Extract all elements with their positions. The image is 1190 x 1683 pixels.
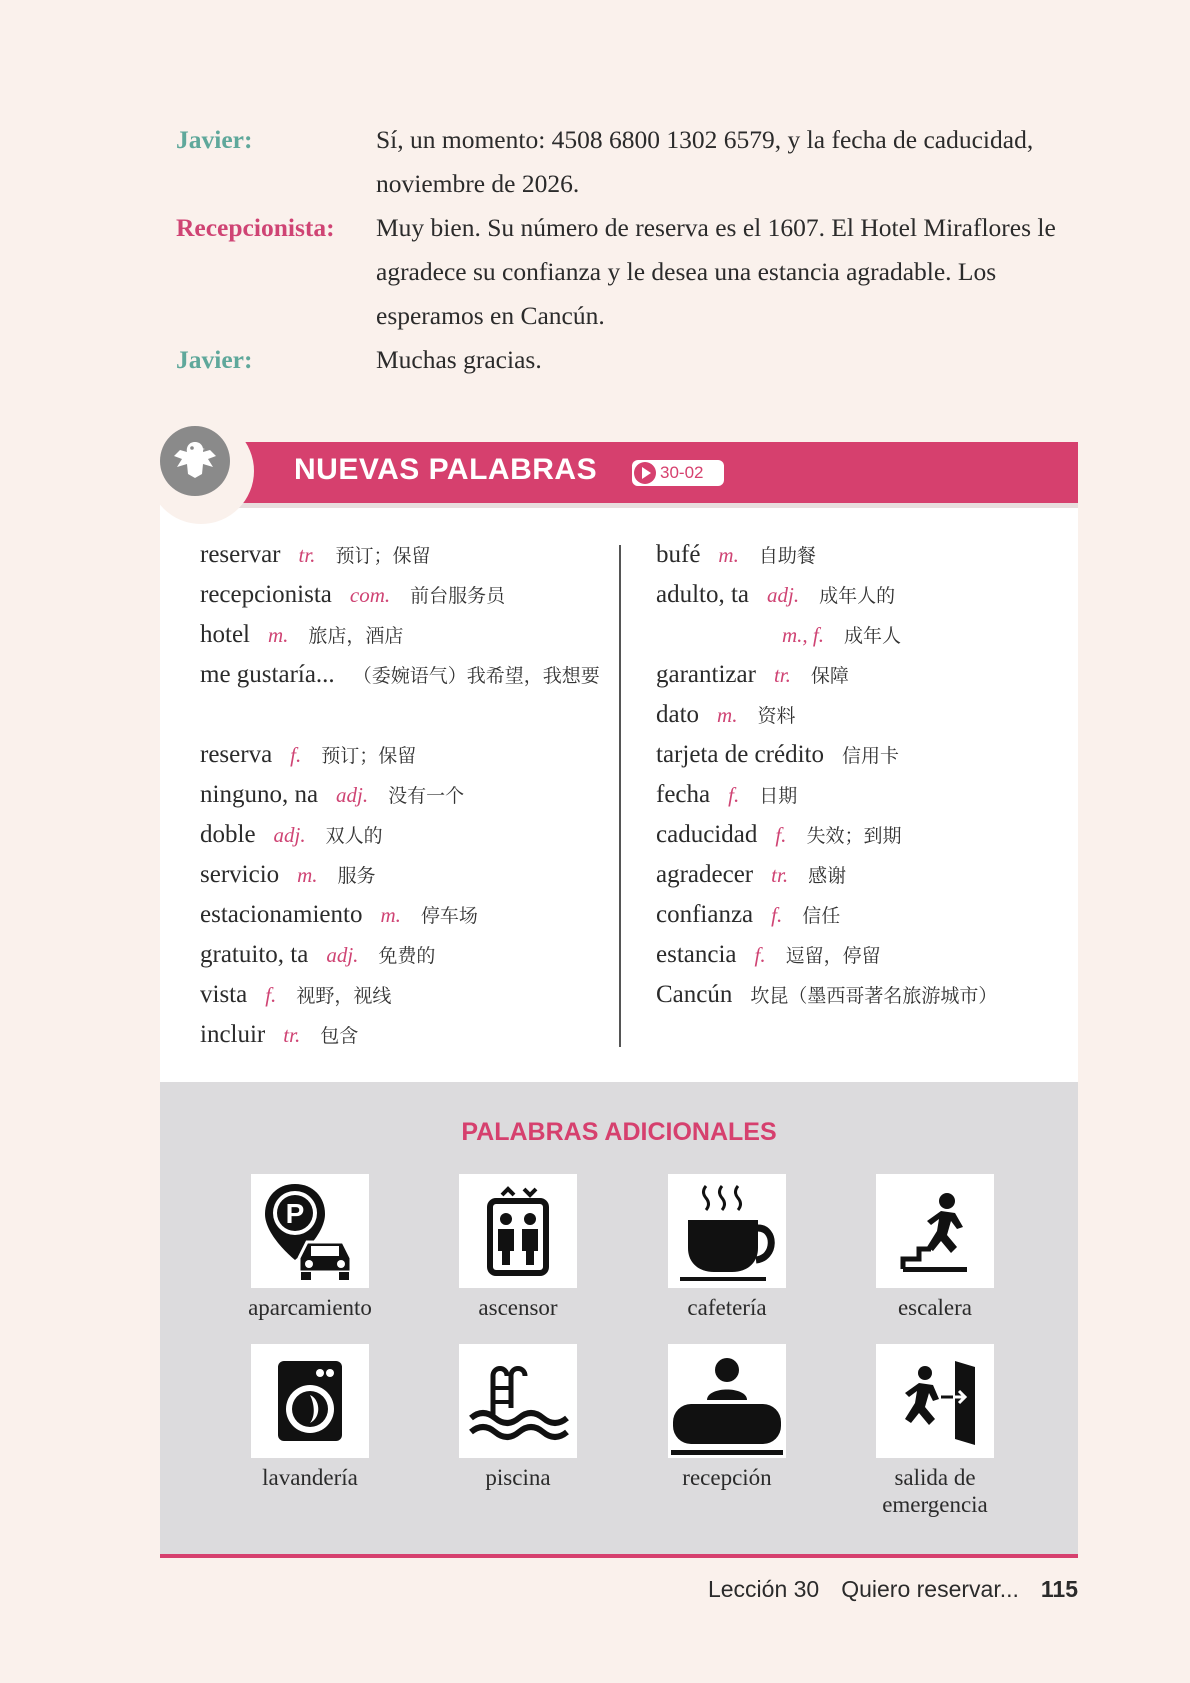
vocab-pos: m. [380, 903, 401, 927]
vocab-meaning: 包含 [320, 1025, 359, 1047]
dialogue [176, 118, 1076, 382]
picture-word [438, 1174, 598, 1321]
vocab-word: garantizar [656, 661, 756, 688]
vocab-meaning: 逗留，停留 [785, 945, 881, 967]
vocab-entry [200, 855, 610, 895]
vocab-pos: f. [754, 943, 766, 967]
vocab-word: reservar [200, 541, 281, 568]
vocab-meaning: 没有一个 [388, 785, 465, 807]
vocab-word: recepcionista [200, 581, 332, 608]
vocab-word: vista [200, 981, 248, 1008]
vocab-meaning: 旅店，酒店 [308, 625, 404, 647]
additional-words-panel [160, 1082, 1078, 1558]
vocab-entry [200, 655, 610, 735]
vocab-meaning: 成年人 [844, 625, 902, 647]
vocab-entry [200, 815, 610, 855]
washing-machine-icon [251, 1344, 369, 1458]
vocab-meaning: 停车场 [420, 905, 478, 927]
page-number: 115 [1040, 1576, 1078, 1602]
emergency-exit-icon [876, 1344, 994, 1458]
page-footer [708, 1576, 1078, 1603]
dialogue-line [176, 118, 1076, 206]
picture-word-label: piscina [485, 1465, 551, 1490]
column-divider [619, 545, 621, 1047]
vocab-entry [656, 695, 1076, 735]
picture-word [855, 1344, 1015, 1518]
vocab-word: caducidad [656, 821, 758, 848]
vocab-meaning: 前台服务员 [410, 585, 506, 607]
vocab-meaning: 自助餐 [758, 545, 816, 567]
picture-word [647, 1174, 807, 1321]
vocab-pos: adj. [326, 943, 359, 967]
vocab-meaning: 保障 [810, 665, 849, 687]
swimming-pool-icon [459, 1344, 577, 1458]
speech-text: Sí, un momento: 4508 6800 1302 6579, y la fecha de caducidad, noviembre de 2026. [376, 125, 1034, 198]
vocab-entry [656, 895, 1076, 935]
vocab-pos: m. [268, 623, 289, 647]
speaker-name: Javier: [176, 345, 253, 374]
picture-word-label: ascensor [478, 1295, 558, 1320]
vocab-entry [656, 535, 1076, 575]
vocab-word: doble [200, 821, 256, 848]
vocab-meaning: 免费的 [378, 945, 436, 967]
vocab-pos: adj. [767, 583, 800, 607]
vocab-pos: tr. [283, 1023, 301, 1047]
vocab-word: adulto, ta [656, 581, 750, 608]
vocab-word: incluir [200, 1021, 266, 1048]
speaker-name: Javier: [176, 125, 253, 154]
picture-word [230, 1174, 390, 1321]
vocab-entry [200, 935, 610, 975]
vocab-word: gratuito, ta [200, 941, 309, 968]
vocab-meaning: 预订；保留 [335, 545, 431, 567]
vocab-entry [200, 975, 610, 1015]
vocab-meaning: 视野，视线 [296, 985, 392, 1007]
picture-word [438, 1344, 598, 1491]
bird-mascot-icon [160, 426, 230, 496]
vocab-entry [656, 775, 1076, 815]
picture-word-label: recepción [682, 1465, 772, 1490]
lesson-title: Quiero reservar... [841, 1576, 1019, 1602]
vocab-pos: f. [728, 783, 740, 807]
vocab-meaning: 感谢 [808, 865, 847, 887]
parking-icon [251, 1174, 369, 1288]
vocab-entry [656, 615, 1076, 655]
vocab-word: fecha [656, 781, 711, 808]
vocab-pos: f. [290, 743, 302, 767]
picture-word-label: salida de emergencia [882, 1465, 988, 1517]
vocab-word: agradecer [656, 861, 754, 888]
vocab-meaning: 信用卡 [841, 745, 899, 767]
vocab-meaning: 日期 [759, 785, 798, 807]
vocab-word: estancia [656, 941, 737, 968]
vocab-meaning: 双人的 [325, 825, 383, 847]
picture-word-label: escalera [897, 1295, 973, 1320]
vocab-pos: tr. [771, 863, 789, 887]
vocab-meaning: （委婉语气）我希望，我想要 [352, 665, 600, 687]
vocab-pos: adj. [336, 783, 369, 807]
vocab-word: ninguno, na [200, 781, 319, 808]
vocab-meaning: 成年人的 [819, 585, 896, 607]
dialogue-line [176, 338, 1076, 382]
vocab-word: servicio [200, 861, 280, 888]
lesson-number: Lección 30 [707, 1576, 820, 1602]
vocab-word: confianza [656, 901, 754, 928]
play-icon[interactable] [634, 462, 656, 484]
vocab-title: NUEVAS PALABRAS [294, 453, 598, 486]
vocab-entry [200, 575, 610, 615]
coffee-cup-icon [668, 1174, 786, 1288]
dialogue-line [176, 206, 1076, 338]
vocab-entry [200, 735, 610, 775]
vocab-word: hotel [200, 621, 250, 648]
vocab-word: Cancún [656, 981, 733, 1008]
vocab-pos: tr. [773, 663, 791, 687]
vocab-entry [200, 1015, 610, 1055]
speech-text: Muy bien. Su número de reserva es el 1607. El Hotel Miraflores le agradece su confianza y le desea una estancia agradable. Los esperamos en Cancún. [376, 213, 1056, 330]
picture-word [855, 1174, 1015, 1321]
stairs-icon [876, 1174, 994, 1288]
vocab-pos: tr. [298, 543, 316, 567]
audio-button[interactable] [632, 460, 724, 486]
vocab-pos: m. [297, 863, 318, 887]
picture-word [647, 1344, 807, 1491]
vocab-entry [656, 735, 1076, 775]
vocab-entry [200, 615, 610, 655]
vocab-word: estacionamiento [200, 901, 363, 928]
vocab-meaning: 坎昆（墨西哥著名旅游城市） [750, 985, 998, 1007]
vocab-word: reserva [200, 741, 273, 768]
picture-word-label: aparcamiento [248, 1295, 372, 1320]
vocab-pos: adj. [273, 823, 306, 847]
vocab-entry [656, 815, 1076, 855]
elevator-icon [459, 1174, 577, 1288]
vocab-column-left [200, 535, 610, 1055]
svg-text:P: P [285, 1198, 305, 1229]
vocab-meaning: 预订；保留 [321, 745, 417, 767]
audio-code: 30-02 [660, 463, 704, 482]
vocab-word: me gustaría... [200, 661, 335, 688]
vocab-entry [656, 855, 1076, 895]
picture-word-label: lavandería [262, 1465, 358, 1490]
speaker-name: Recepcionista: [176, 213, 335, 242]
vocab-word: dato [656, 701, 700, 728]
vocab-pos: m., f. [782, 623, 824, 647]
vocab-meaning: 资料 [757, 705, 796, 727]
picture-word [230, 1344, 390, 1491]
vocab-pos: m. [717, 703, 738, 727]
vocab-pos: f. [771, 903, 783, 927]
vocab-word: tarjeta de crédito [656, 741, 824, 768]
vocab-meaning: 失效；到期 [806, 825, 902, 847]
vocab-pos: f. [775, 823, 787, 847]
vocab-entry [200, 775, 610, 815]
vocab-pos: com. [349, 583, 391, 607]
vocab-pos: f. [265, 983, 277, 1007]
vocab-entry [656, 655, 1076, 695]
picture-word-label: cafetería [687, 1295, 767, 1320]
vocab-meaning: 信任 [802, 905, 841, 927]
vocab-entry [200, 895, 610, 935]
vocab-column-right [656, 535, 1076, 1015]
vocab-entry [656, 935, 1076, 975]
vocab-word: bufé [656, 541, 701, 568]
vocab-meaning: 服务 [337, 865, 376, 887]
vocab-entry [200, 535, 610, 575]
vocab-pos: m. [718, 543, 739, 567]
vocab-entry [656, 575, 1076, 615]
speech-text: Muchas gracias. [376, 345, 542, 374]
additional-words-title: PALABRAS ADICIONALES [461, 1118, 777, 1146]
reception-desk-icon [668, 1344, 786, 1458]
vocab-entry [656, 975, 1076, 1015]
